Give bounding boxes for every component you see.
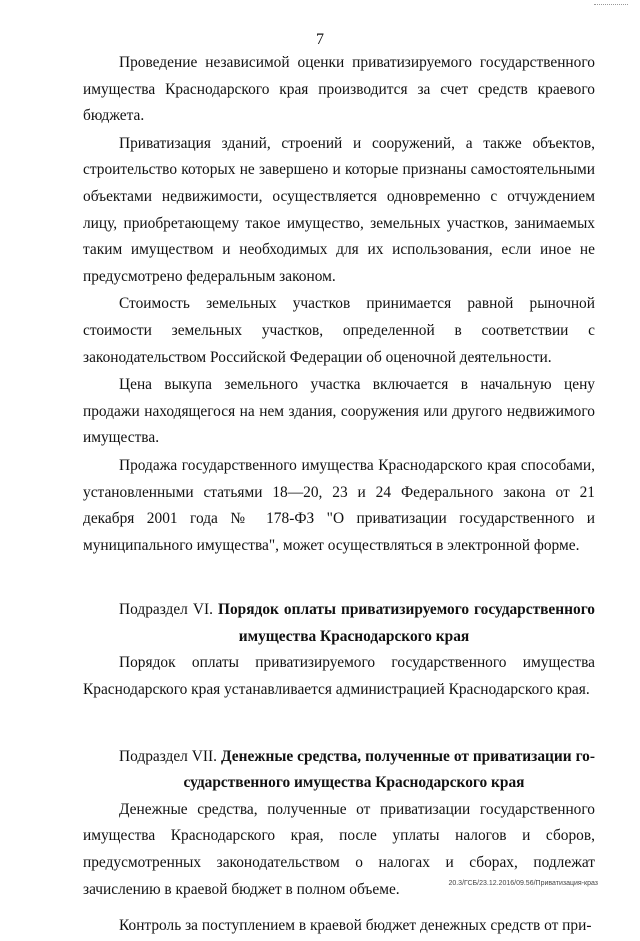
section-6-label: Подраздел VI.	[119, 601, 213, 619]
section-7-heading	[83, 744, 595, 797]
footer-file-reference: 20.3/ГСБ/23.12.2016/09.56/Приватизация-краз	[448, 880, 598, 887]
section-6-title-line2: имущества Краснодарского края	[238, 627, 470, 645]
section-7-paragraph-control: Контроль за поступлением в краевой бюджет денежных средств от при-	[119, 917, 592, 935]
section-7-title-line1: Денежные средства, полученные от приватизации го-	[220, 747, 595, 765]
section-6-paragraph: Порядок оплаты приватизируемого государственного имущества Краснодарского края устанавливается администрацией Краснодарского края.	[83, 654, 595, 699]
section-6-title-line1: Порядок оплаты приватизируемого государственного	[217, 601, 595, 619]
section-7-title-line2: сударственного имущества Краснодарского края	[183, 774, 525, 792]
section-7-paragraph-funds: Денежные средства, полученные от приватизации государственного имущества Краснодарского края, после уплаты налогов и сборов, предусмотренных законодательством о налогах и сборах, подлежат зачислению в краевой бюджет в полном объеме.	[83, 800, 595, 898]
paragraph-independent-assessment: Проведение независимой оценки приватизируемого государственного имущества Краснодарского края производится за счет средств краевого бюджета.	[83, 54, 595, 125]
section-6-heading	[83, 597, 595, 650]
paragraph-land-value: Стоимость земельных участков принимается равной рыночной стоимости земельных участков, определенной в соответствии с законодательством Российской Федерации об оценочной деятельности.	[83, 295, 595, 366]
paragraph-land-price: Цена выкупа земельного участка включается в начальную цену продажи находящегося на нем здания, сооружения или другого недвижимого имущества.	[83, 376, 595, 447]
corner-mark	[594, 4, 628, 5]
page-number: 7	[316, 31, 324, 48]
document-body	[83, 50, 595, 941]
paragraph-privatization-buildings: Приватизация зданий, строений и сооружений, а также объектов, строительство которых не завершено и которые признаны самостоятельными объектами недвижимости, осуществляется одновременно с отчуждением лицу, приобретающему такое имущество, земельных участков, занимаемых таким имуществом и необходимых для их использования, если иное не предусмотрено федеральным законом.	[83, 134, 595, 285]
section-7-label: Подраздел VII.	[119, 747, 218, 765]
paragraph-electronic-sale: Продажа государственного имущества Краснодарского края способами, установленными статьями 18—20, 23 и 24 Федерального закона от 21 декабря 2001 года № 178-ФЗ "О приватизации государственного и муниципального имущества", может осуществляться в электронной форме.	[83, 456, 595, 554]
